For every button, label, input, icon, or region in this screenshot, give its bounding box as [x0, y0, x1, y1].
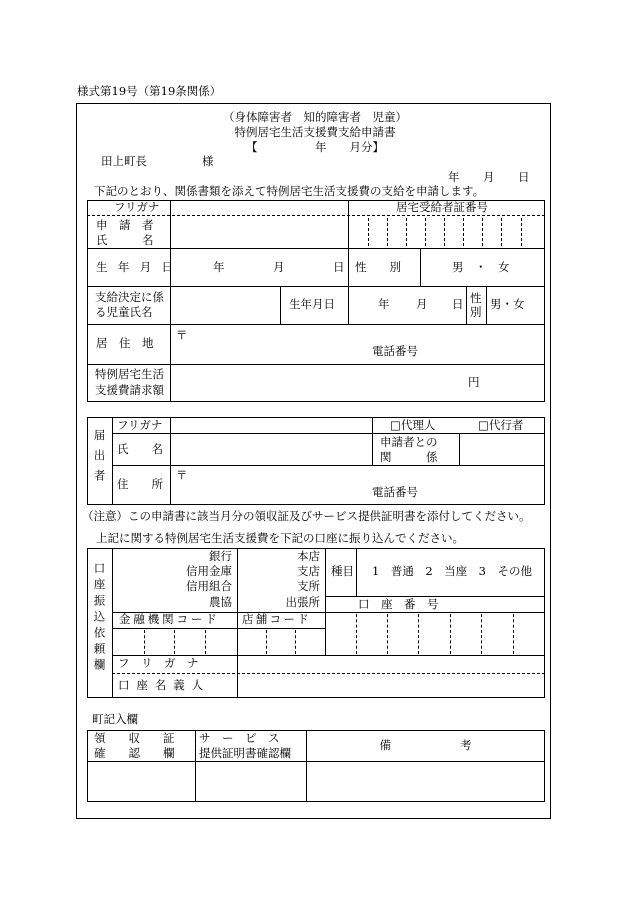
birth-date-label: 生年月日 — [96, 260, 184, 274]
remarks-label: 備 考 — [379, 738, 472, 752]
child-name-label-1: 支給決定に係 — [95, 290, 164, 304]
child-sex-label-1: 性 — [470, 291, 482, 305]
date-month[interactable]: 月 — [483, 170, 495, 184]
addressee-name: 田上町長 — [101, 154, 147, 168]
form-number: 様式第19号（第19条関係） — [77, 84, 222, 98]
town-section-heading: 町記入欄 — [92, 712, 138, 726]
address-label: 居 住 地 — [96, 336, 154, 350]
claim-label-1: 特例居宅生活 — [95, 367, 164, 381]
certificate-number-label: 居宅受給者証番号 — [396, 200, 488, 214]
account-type-label: 種目 — [331, 564, 354, 578]
statement: 下記のとおり、関係書類を添えて特例居宅生活支援費の支給を申請します。 — [94, 184, 485, 198]
notifier-phone-label: 電話番号 — [372, 485, 418, 499]
child-birth-month[interactable]: 月 — [416, 297, 428, 311]
branch-type-2[interactable]: 支店 — [297, 564, 320, 578]
date-year[interactable]: 年 — [448, 170, 460, 184]
yen-label: 円 — [468, 375, 480, 389]
title-main: 特例居宅生活支援費支給申請書 — [234, 125, 396, 139]
notifier-name-label: 氏 名 — [117, 442, 163, 456]
child-sex-options[interactable]: 男・女 — [490, 297, 525, 311]
relation-label-2: 関 係 — [380, 450, 438, 464]
title-categories: （身体障害者 知的障害者 児童） — [223, 110, 407, 124]
notifier-postal-mark: 〒 — [176, 468, 188, 482]
bank-type-4[interactable]: 農協 — [209, 595, 232, 609]
child-birth-date-label: 生年月日 — [289, 297, 335, 311]
account-holder-label: 口座名義人 — [118, 678, 210, 692]
receipt-check-label-2: 確 認 欄 — [94, 746, 175, 760]
note-text: （注意）この申請書に該当月分の領収証及びサービス提供証明書を添付してください。 — [82, 509, 531, 523]
date-day[interactable]: 日 — [518, 170, 530, 184]
applicant-name-label-1: 申 請 者 — [96, 218, 154, 232]
service-check-label-2: 提供証明書確認欄 — [199, 746, 291, 760]
service-check-label-1: サ ー ビ ス — [199, 731, 280, 745]
bank-type-2[interactable]: 信用金庫 — [186, 564, 232, 578]
notifier-furigana-label: フリガナ — [117, 418, 163, 432]
sex-label: 性 別 — [355, 260, 401, 274]
branch-code-label: 店舗コード — [242, 612, 311, 626]
receipt-check-label-1: 領 収 証 — [94, 731, 175, 745]
account-number-label: 口 座 番 号 — [358, 597, 439, 611]
child-name-label-2: る児童氏名 — [95, 305, 153, 319]
branch-type-3[interactable]: 支所 — [297, 579, 320, 593]
applicant-phone-label: 電話番号 — [372, 344, 418, 358]
relation-label-1: 申請者との — [380, 435, 438, 449]
account-type-options[interactable]: 1 普通 2 当座 3 その他 — [372, 564, 532, 578]
birth-year[interactable]: 年 — [213, 260, 225, 274]
claim-label-2: 支援費請求額 — [95, 383, 164, 397]
proxy-checkbox[interactable]: □代理人 — [390, 418, 436, 432]
child-sex-label-2: 別 — [470, 305, 482, 319]
bank-type-3[interactable]: 信用組合 — [186, 579, 232, 593]
child-birth-year[interactable]: 年 — [378, 297, 390, 311]
branch-type-1[interactable]: 本店 — [297, 549, 320, 563]
agent-checkbox[interactable]: □代行者 — [478, 418, 524, 432]
bank-furigana-label: フ リ ガ ナ — [118, 656, 199, 670]
transfer-statement: 上記に関する特例居宅生活支援費を下記の口座に振り込んでください。 — [96, 531, 464, 545]
branch-type-4[interactable]: 出張所 — [285, 595, 320, 609]
bank-side-label: 口座振込依頼欄 — [92, 562, 107, 675]
notifier-address-label: 住 所 — [117, 477, 163, 491]
title-period: 【 年 月分】 — [246, 140, 384, 154]
birth-month[interactable]: 月 — [273, 260, 285, 274]
child-birth-day[interactable]: 日 — [452, 297, 464, 311]
notifier-side-label: 届出者 — [92, 429, 107, 490]
sex-options[interactable]: 男 ・ 女 — [452, 260, 510, 274]
bank-code-label: 金融機関コード — [119, 612, 220, 626]
addressee-honorific: 様 — [202, 154, 214, 168]
address-postal-mark: 〒 — [176, 328, 188, 342]
applicant-name-label-2: 氏 名 — [96, 233, 154, 247]
birth-day[interactable]: 日 — [333, 260, 345, 274]
applicant-furigana-label: フリガナ — [114, 200, 160, 214]
bank-type-1[interactable]: 銀行 — [209, 549, 232, 563]
